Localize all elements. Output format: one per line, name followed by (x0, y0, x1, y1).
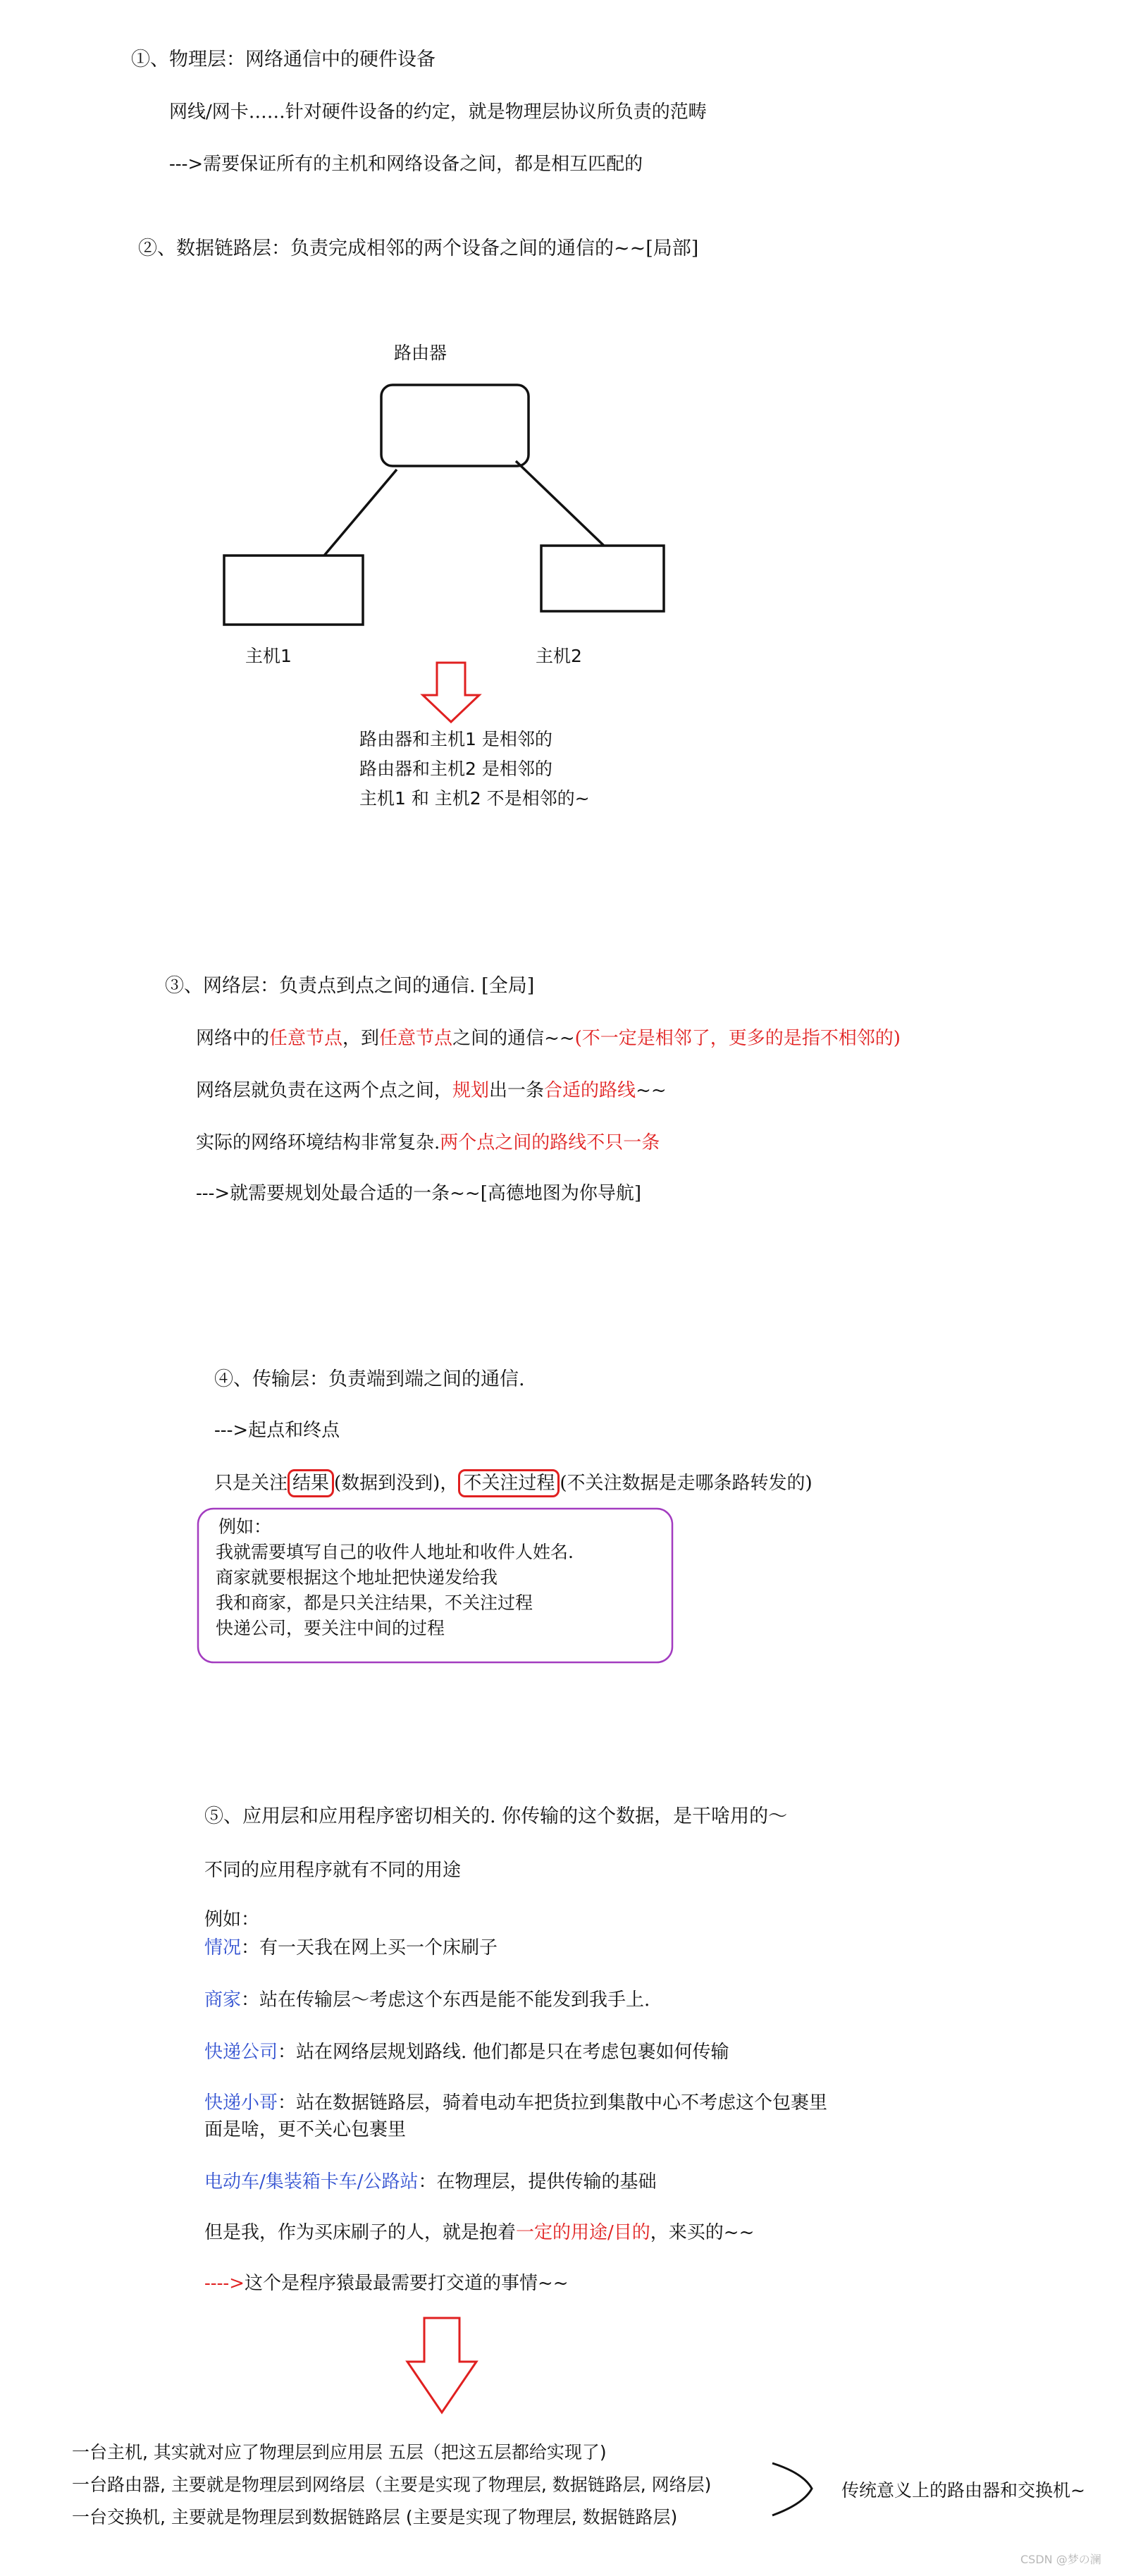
s4-example-2: 商家就要根据这个地址把快递发给我 (216, 1567, 498, 1588)
host1-label: 主机1 (245, 646, 292, 666)
summary-host: 一台主机, 其实就对应了物理层到应用层 五层（把这五层都给实现了) (72, 2442, 607, 2462)
s3-line4: --->就需要规划处最合适的一条~~[高德地图为你导航] (196, 1183, 641, 1204)
s1-line2: --->需要保证所有的主机和网络设备之间，都是相互匹配的 (169, 154, 643, 175)
s5-title: ⑤、应用层和应用程序密切相关的. 你传输的这个数据，是干啥用的～ (204, 1805, 788, 1827)
summary-switch: 一台交换机, 主要就是物理层到数据链路层 (主要是实现了物理层, 数据链路层) (72, 2507, 678, 2527)
link-router-host2 (516, 461, 604, 546)
s1-title: ①、物理层：网络通信中的硬件设备 (131, 49, 436, 70)
s2-title: ②、数据链路层：负责完成相邻的两个设备之间的通信的~~[局部] (138, 238, 699, 259)
s3-line1: 网络中的任意节点，到任意节点之间的通信~~(不一定是相邻了，更多的是指不相邻的) (196, 1028, 901, 1049)
s4-title: ④、传输层：负责端到端之间的通信. (214, 1368, 525, 1390)
right-brace-icon (772, 2463, 812, 2515)
s2-note1: 路由器和主机1 是相邻的 (359, 729, 552, 749)
process-highlight: 不关注过程 (458, 1469, 560, 1497)
result-highlight: 结果 (288, 1469, 334, 1497)
summary-side-note: 传统意义上的路由器和交换机~ (841, 2480, 1085, 2501)
router-box (381, 385, 529, 466)
s5-buyer: 但是我，作为买床刷子的人，就是抱着一定的用途/目的，来买的~~ (204, 2222, 755, 2243)
s4-line2: 只是关注 结果 (数据到没到)， 不关注过程 (不关注数据是走哪条路转发的) (214, 1469, 813, 1497)
host1-box (224, 556, 363, 625)
s4-example-0: 例如： (218, 1516, 272, 1537)
s5-case: 情况：有一天我在网上买一个床刷子 (204, 1937, 498, 1958)
s5-line2: 例如： (204, 1909, 260, 1930)
s5-conclusion: ---->这个是程序猿最最需要打交道的事情~~ (204, 2273, 569, 2294)
s4-line1: --->起点和终点 (214, 1420, 340, 1441)
host2-label: 主机2 (536, 646, 582, 666)
watermark: CSDN @梦の澜 (1020, 2553, 1101, 2566)
s1-line1: 网线/网卡……针对硬件设备的约定，就是物理层协议所负责的范畴 (169, 102, 707, 123)
s4-example-4: 快递公司，要关注中间的过程 (216, 1618, 445, 1638)
link-router-host1 (324, 470, 397, 556)
host2-box (541, 546, 664, 611)
s5-line1: 不同的应用程序就有不同的用途 (204, 1860, 462, 1881)
s2-note2: 路由器和主机2 是相邻的 (359, 759, 552, 779)
s2-note3: 主机1 和 主机2 不是相邻的~ (359, 788, 590, 809)
s5-vehicles: 电动车/集装箱卡车/公路站：在物理层，提供传输的基础 (204, 2171, 657, 2192)
summary-router: 一台路由器, 主要就是物理层到网络层（主要是实现了物理层, 数据链路层, 网络层) (72, 2474, 712, 2495)
router-label: 路由器 (394, 343, 447, 363)
s4-example-1: 我就需要填写自己的收件人地址和收件人姓名. (216, 1542, 574, 1562)
s5-merchant: 商家：站在传输层～考虑这个东西是能不能发到我手上. (204, 1989, 650, 2011)
red-arrow-down-icon (423, 663, 479, 722)
s5-courier-cont: 面是啥，更不关心包裹里 (204, 2119, 407, 2140)
s5-courier: 快递小哥：站在数据链路层，骑着电动车把货拉到集散中心不考虑这个包裹里 (204, 2092, 828, 2114)
s5-courier-company: 快递公司：站在网络层规划路线. 他们都是只在考虑包裹如何传输 (204, 2042, 729, 2063)
s3-line2: 网络层就负责在这两个点之间，规划出一条合适的路线~~ (196, 1080, 667, 1101)
s3-title: ③、网络层：负责点到点之间的通信. [全局] (165, 975, 535, 997)
s4-example-3: 我和商家，都是只关注结果，不关注过程 (216, 1593, 533, 1613)
s3-line3: 实际的网络环境结构非常复杂.两个点之间的路线不只一条 (196, 1132, 660, 1153)
red-arrow-down-icon-2 (407, 2318, 476, 2412)
